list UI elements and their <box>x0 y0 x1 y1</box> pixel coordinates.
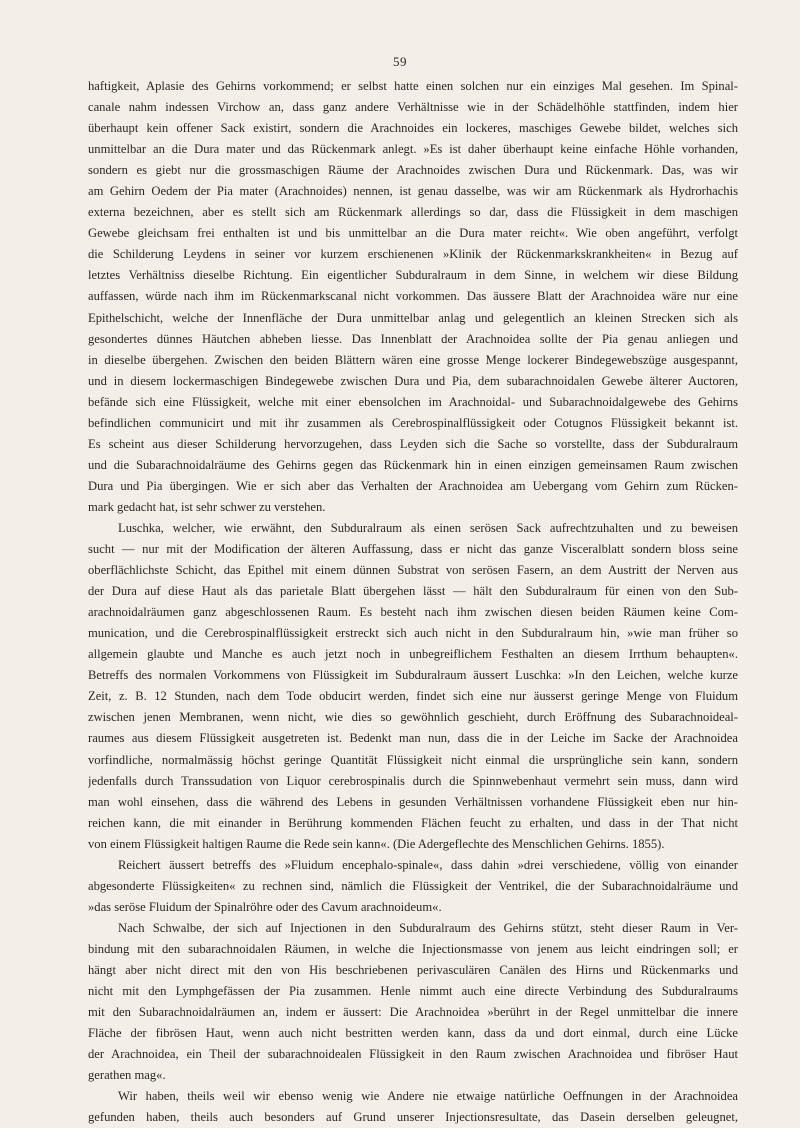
text-line: befindlichen communicirt und mit ihr zusammen als Cerebrospinalflüssigkeit oder Cotugnos Flüssigkeit bekannt ist. <box>88 415 738 430</box>
text-line: externa bezeichnen, aber es stellt sich am Rückenmark allerdings so dar, dass die Flüssigkeit in dem maschigen <box>88 205 738 220</box>
text-line: Fläche der fibrösen Haut, wenn auch nicht bestritten werden kann, dass da und dort einmal, durch eine Lücke <box>88 1026 738 1041</box>
text-line: »das seröse Fluidum der Spinalröhre oder des Cavum arachnoideum«. <box>88 899 442 914</box>
text-line: gefunden haben, theils auch besonders auf Grund unserer Injectionsresultate, das Dasein derselben geleugnet, <box>88 1110 738 1125</box>
text-line: von einem Flüssigkeit haltigen Raume die Rede sein kann«. (Die Adergeflechte des Menschlichen Gehirns. 1855). <box>88 836 665 851</box>
text-line: man wohl einsehen, dass die während des Lebens in gesunden Verhältnissen vorhandene Flüssigkeit eben nur hin- <box>88 794 738 809</box>
text-line: gesondertes dünnes Häutchen abheben liesse. Das Innenblatt der Arachnoidea sollte der Pia genau anliegen und <box>88 331 738 346</box>
text-line: sondern es giebt nur die grossmaschigen Räume der Arachnoides zwischen Dura und Rückenmark. Das, was wir <box>88 163 738 178</box>
text-line: abgesonderte Flüssigkeiten« zu rechnen sind, nämlich die Flüssigkeit der Ventrikel, die der Subarachnoidalräume und <box>88 878 738 893</box>
text-line: allgemein glaubte und Manche es auch jetzt noch in unbegreiflichem Festhalten an diesem Irrthum behaupten«. <box>88 647 738 662</box>
text-line: der Arachnoidea, ein Theil der subarachnoidealen Flüssigkeit in den Raum zwischen Arachnoidea und fibröser Haut <box>88 1047 738 1062</box>
text-line: jedenfalls durch Transsudation von Liquor cerebrospinalis durch die Spinnwebenhaut vermehrt sein muss, dann wird <box>88 773 738 788</box>
text-line: auffassen, würde nach ihm im Rückenmarkscanal nicht vorkommen. Das äussere Blatt der Arachnoidea wäre nur eine <box>88 289 738 304</box>
text-line: Es scheint aus dieser Schilderung hervorzugehen, dass Leyden sich die Sache so vorstellte, dass der Subduralraum <box>88 436 738 451</box>
text-line: canale nahm indessen Virchow an, dass ganz andere Verhältnisse wie in der Schädelhöhle stattfinden, indem hier <box>88 100 738 115</box>
text-line: Luschka, welcher, wie erwähnt, den Subduralraum als einen serösen Sack aufrechtzuhalten und zu beweisen <box>118 520 738 535</box>
text-line: letztes Verhältniss dieselbe Richtung. Ein eigentlicher Subduralraum in dem Sinne, in welchem wir diese Bildung <box>88 268 738 283</box>
text-line: nicht mit den Lymphgefässen der Pia zusammen. Henle nimmt auch eine directe Verbindung des Subduralraums <box>88 984 738 999</box>
text-line: Gewebe gleichsam frei enthalten ist und bis unmittelbar an die Dura mater reicht«. Wie oben angeführt, verfolgt <box>88 226 738 241</box>
text-line: hängt aber nicht direct mit den von His beschriebenen perivasculären Canälen des Hirns und Rückenmarks und <box>88 962 738 977</box>
text-line: Nach Schwalbe, der sich auf Injectionen in den Subduralraum des Gehirns stützt, steht dieser Raum in Ver- <box>118 920 738 935</box>
text-line: mark gedacht hat, ist sehr schwer zu verstehen. <box>88 499 326 514</box>
text-line: unmittelbar an die Dura mater und das Rückenmark anlegt. »Es ist daher überhaupt keine einfache Höhle vorhanden, <box>88 142 738 157</box>
text-line: munication, und die Cerebrospinalflüssigkeit erstreckt sich auch nicht in den Subduralraum hin, »wie man früher so <box>88 626 738 641</box>
text-line: haftigkeit, Aplasie des Gehirns vorkommend; er selbst hatte einen solchen nur ein einziges Mal gesehen. Im Spinal- <box>88 79 738 93</box>
text-line: die Schilderung Leydens in seiner vor kurzem erschienenen »Klinik der Rückenmarkskrankheiten« in Bezug auf <box>88 247 738 262</box>
text-line: oberflächlichste Schicht, das Epithel mit einem dünnen Substrat von serösen Fasern, an dem Austritt der Nerven aus <box>88 563 738 578</box>
text-line: und die Subarachnoidalräume des Gehirns gegen das Rückenmark hin in einen einzigen gemeinsamen Raum zwischen <box>88 457 738 472</box>
text-line: mit den Subarachnoidalräumen an, indem er äussert: Die Arachnoidea »berührt in der Regel unmittelbar die innere <box>88 1005 738 1020</box>
text-line: befände sich eine Flüssigkeit, welche mit einer ebensolchen im Arachnoidal- und Subarachnoidalgewebe des Gehirns <box>88 394 738 409</box>
text-line: reichen kann, die mit einander in Berührung kommenden Flächen feucht zu erhalten, und dass in der That nicht <box>88 815 738 830</box>
text-line: Betreffs des normalen Vorkommens von Flüssigkeit im Subduralraum äussert Luschka: »In den Leichen, welche kurze <box>88 668 738 683</box>
text-line: überhaupt kein offener Sack existirt, sondern die Arachnoides ein lockeres, maschiges Gewebe bildet, welches sich <box>88 121 738 136</box>
body-text <box>88 76 738 1128</box>
text-line: arachnoidalräumen ganz abgeschlossenen Raum. Es besteht nach ihm zwischen diesen beiden Räumen keine Com- <box>88 605 738 620</box>
text-line: sucht — nur mit der Modification der älteren Auffassung, dass er nicht das ganze Visceralblatt sondern bloss seine <box>88 542 738 557</box>
text-line: Zeit, z. B. 12 Stunden, nach dem Tode obducirt werden, findet sich eine nur äusserst geringe Menge von Fluidum <box>88 689 738 704</box>
text-line: Epithelschicht, welche der Innenfläche der Dura unmittelbar anlag und gelegentlich an kleinen Strecken sich als <box>88 310 738 325</box>
page-number: 59 <box>393 54 407 69</box>
text-line: am Gehirn Oedem der Pia mater (Arachnoides) nennen, ist genau dasselbe, was wir am Rückenmark als Hydrorhachis <box>88 184 738 199</box>
text-line: der Dura auf diese Haut als das parietale Blatt übergehen lässt — hält den Subduralraum für einen von den Sub- <box>88 584 738 599</box>
text-line: Wir haben, theils weil wir ebenso wenig wie Andere nie etwaige natürliche Oeffnungen in der Arachnoidea <box>118 1089 738 1104</box>
text-line: zwischen jenen Membranen, wenn nicht, wie dies so gewöhnlich geschieht, durch Eröffnung des Subarachnoideal- <box>88 710 738 725</box>
text-line: raumes aus diesem Flüssigkeit ausgetreten ist. Bedenkt man nun, dass die in der Leiche im Sacke der Arachnoidea <box>88 731 738 746</box>
text-line: Reichert äussert betreffs des »Fluidum encephalo-spinale«, dass dahin »drei verschiedene, völlig von einander <box>118 857 738 872</box>
text-line: Dura und Pia übergingen. Wie er sich aber das Verhalten der Arachnoidea am Uebergang vom Gehirn zum Rücken- <box>88 478 738 493</box>
text-line: vorfindliche, normalmässig höchst geringe Quantität Flüssigkeit nicht einmal die ursprüngliche sein kann, sondern <box>88 752 738 767</box>
text-line: bindung mit den subarachnoidalen Räumen, in welche die Injectionsmasse von jenem aus leicht eindringen soll; er <box>88 941 738 956</box>
text-line: gerathen mag«. <box>88 1068 166 1083</box>
text-line: in dieselbe übergehen. Zwischen den beiden Blättern wären eine grosse Menge lockerer Bindegewebszüge ausgespannt, <box>88 352 738 367</box>
text-line: und in diesem lockermaschigen Bindegewebe zwischen Dura und Pia, dem subarachnoidalen Gewebe älterer Auctoren, <box>88 373 738 388</box>
